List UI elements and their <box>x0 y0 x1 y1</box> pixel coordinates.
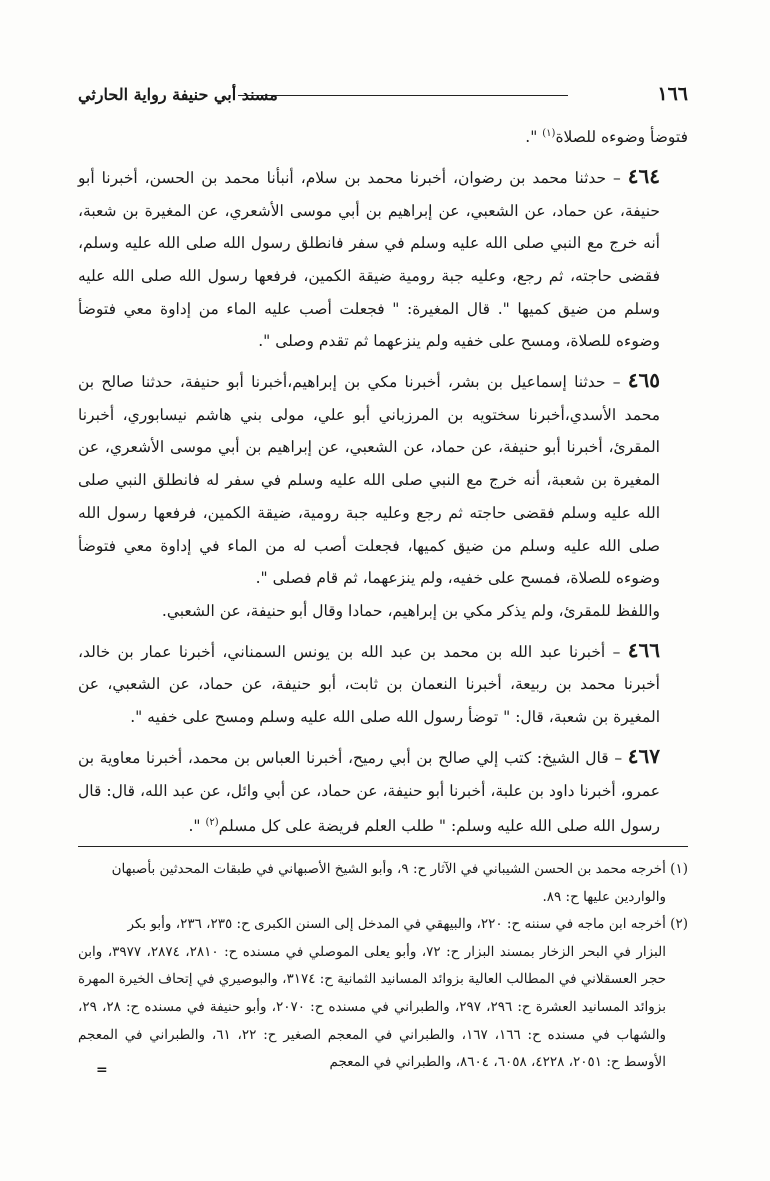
footnote-2-cont: البزار في البحر الزخار بمسند البزار ح: ٧٢، وأبو يعلى الموصلي في مسنده ح: ٢٨١٠، ٢٨٧٤، ٣٩٧٧، وابن حجر العسقلاني في المطالب العالية بزوائد المسانيد الثمانية ح: ٣١٧٤، والبوصيري في إتحاف الخيرة المهرة بزوائد المسانيد العشرة ح: ٢٩٦، ٢٩٧، والطبراني في مسنده ح: ٢٠٧٠، وأبو حنيفة في مسنده ح: ٢٨، ٢٩، والشهاب في مسنده ح: ١٦٦، ١٦٧، والطبراني في المعجم الصغير ح: ٢٢، ٦١، والطبراني في المعجم الأوسط ح: ٢٠٥١، ٤٢٢٨، ٦٠٥٨، ٨٦٠٤، والطبراني في المعجم <box>78 943 667 1071</box>
hadith-text: – حدثنا إسماعيل بن بشر، أخبرنا مكي بن إبراهيم،أخبرنا أبو حنيفة، حدثنا صالح بن محمد الأسدي،أخبرنا سختويه بن المرزباني أبو علي، مولى بني هاشم نيسابوري، أخبرنا المقرئ، أخبرنا أبو حنيفة، عن حماد، عن الشعبي، عن إبراهيم بن أبي موسى الأشعري، عن المغيرة بن شعبة، أنه خرج مع النبي صلى الله عليه وسلم في سفر له فانطلق النبي صلى الله عليه وسلم فقضى حاجته ثم رجع وعليه جبة رومية، ضيقة الكمين، فرفعها رسول الله صلى الله عليه وسلم من ضيق كميها، فجعلت أصب له من الماء في إداوة معي فتوضأ وضوءه للصلاة، فمسح على خفيه، ولم ينزعهما، ثم قام فصلى ". <box>78 373 660 588</box>
footnote-ref-1: (١) <box>542 128 556 139</box>
page-header <box>78 80 688 108</box>
hadith-466 <box>78 634 688 734</box>
footnote-1: (١) أخرجه محمد بن الحسن الشيباني في الآثار ح: ٩، وأبو الشيخ الأصبهاني في طبقات المحدثين بأصبهان <box>111 861 688 877</box>
hadith-number: ٤٦٤ <box>627 163 660 188</box>
hadith-number: ٤٦٦ <box>627 637 660 662</box>
opening-line: فتوضأ وضوءه للصلاة$^{(١)}$ ". <box>525 128 688 147</box>
hadith-text: – أخبرنا عبد الله بن محمد بن عبد الله بن يونس السمناني، أخبرنا عمار بن خالد، أخبرنا محمد بن ربيعة، أخبرنا النعمان بن ثابت، أبو حنيفة، عن حماد، عن الشعبي، عن المغيرة بن شعبة، قال: " توضأ رسول الله صلى الله عليه وسلم ومسح على خفيه ". <box>78 642 660 727</box>
hadith-467: ٤٦٧ – قال الشيخ: كتب إلي صالح بن أبي رميح، أخبرنا العباس بن محمد، أخبرنا معاوية بن عمرو، أخبرنا داود بن علبة، أخبرنا أبو حنيفة، عن حماد، عن أبي وائل، عن عبد الله، قال: قال رسول الله صلى الله عليه وسلم: " طلب العلم فريضة على كل مسلم$^{(٢)}$ ". <box>78 743 661 836</box>
hadith-464 <box>78 160 688 358</box>
hadith-text: – قال الشيخ: كتب إلي صالح بن أبي رميح، أخبرنا العباس بن محمد، أخبرنا معاوية بن عمرو، أخبرنا داود بن علبة، أخبرنا أبو حنيفة، عن حماد، عن أبي وائل، عن عبد الله، قال: قال رسول الله صلى الله عليه وسلم: " طلب العلم فريضة على كل مسلم <box>78 748 660 836</box>
main-text <box>78 118 688 843</box>
footnote-2: (٢) أخرجه ابن ماجه في سننه ح: ٢٢٠، والبيهقي في المدخل إلى السنن الكبرى ح: ٢٣٥، ٢٣٦، وأبو بكر <box>127 916 688 933</box>
hadith-number: ٤٦٧ <box>627 743 661 768</box>
hadith-number: ٤٦٥ <box>627 368 660 393</box>
footnote-separator <box>78 846 688 847</box>
footnote-1-cont: والواردين عليها ح: ٨٩. <box>542 888 666 905</box>
footnote-ref-2: (٢) <box>205 817 219 829</box>
footnotes <box>78 856 688 1077</box>
running-title: مسند أبي حنيفة رواية الحارثي <box>78 84 278 104</box>
hadith-465 <box>78 364 688 595</box>
hadith-text: – حدثنا محمد بن رضوان، أخبرنا محمد بن سلام، أنبأنا محمد بن الحسن، أخبرنا أبو حنيفة، عن حماد، عن الشعبي، عن إبراهيم بن أبي موسى الأشعري، عن المغيرة بن شعبة، أنه خرج مع النبي صلى الله عليه وسلم في سفر فانطلق رسول الله صلى الله عليه وسلم، فقضى حاجته، ثم رجع، وعليه جبة رومية ضيقة الكمين، فرفعها رسول الله صلى الله عليه وسلم من ضيق كميها ". قال المغيرة: " فجعلت أصب عليه الماء من إداوة معي فتوضأ وضوءه للصلاة، ومسح على خفيه ولم ينزعهما ثم تقدم وصلى ". <box>78 168 660 351</box>
continuation-mark: = <box>96 1062 108 1078</box>
hadith-465-note: واللفظ للمقرئ، ولم يذكر مكي بن إبراهيم، حمادا وقال أبو حنيفة، عن الشعبي. <box>161 602 660 620</box>
page-number: ١٦٦ <box>657 83 688 105</box>
header-rule <box>238 95 568 96</box>
